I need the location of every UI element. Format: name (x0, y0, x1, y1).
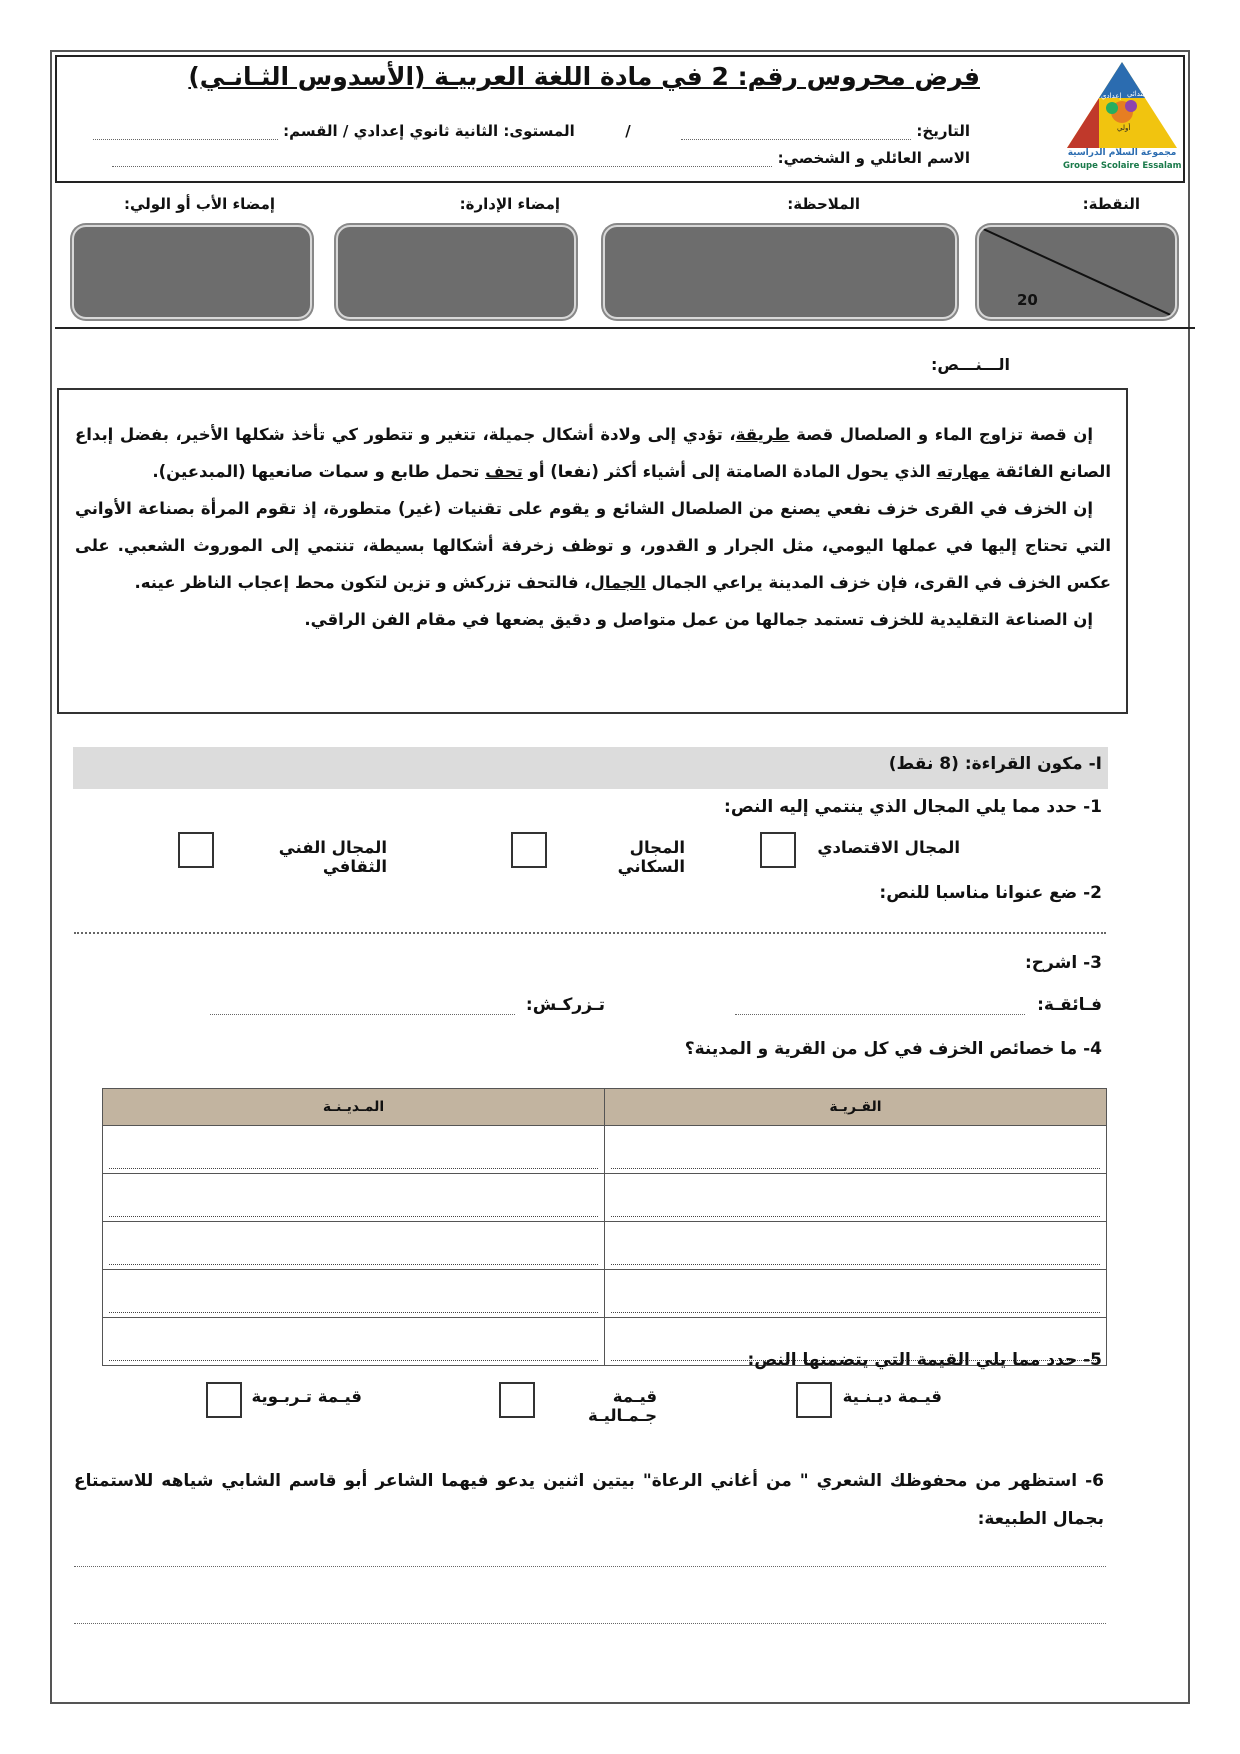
admin-signature-box[interactable] (336, 225, 576, 319)
table-row (103, 1270, 1107, 1318)
table-header-city: المـديـنـة (103, 1089, 605, 1126)
q6-text: استظهر من محفوظك الشعري " من أغاني الرعاة" بيتين اثنين يدعو فيهما الشاعر أبو قاسم الشابي شياهه للاستمتاع بجمال الطبيعة: (74, 1471, 1104, 1529)
text-run: ، فالتحف تزركش و تزين لتكون محط إعجاب الناظر عينه. (134, 573, 591, 592)
q5-number: 5- (1083, 1350, 1102, 1370)
q1-checkbox-cultural[interactable] (178, 832, 214, 868)
text-paragraph-1 (75, 416, 1111, 490)
date-label: التاريخ: (916, 122, 970, 140)
q4 (600, 1039, 1102, 1059)
header-divider (55, 327, 1195, 329)
level-label: المستوى: الثانية ثانوي إعدادي (353, 122, 575, 140)
text-run: تحمل طابع و سمات صانعيها (المبدعين). (152, 462, 486, 481)
village-cell[interactable] (605, 1174, 1107, 1222)
city-cell[interactable] (103, 1174, 605, 1222)
paragraph-container (75, 416, 1111, 638)
table-row (103, 1126, 1107, 1174)
logo-tag-primary: إعدادي (1101, 92, 1122, 100)
text-run: إن الصناعة التقليدية للخزف تستمد جمالها من عمل متواصل و دقيق يضعها في مقام الفن الراقي. (304, 610, 1093, 629)
city-cell[interactable] (103, 1126, 605, 1174)
q2-answer-line[interactable] (74, 932, 1106, 934)
text-run: الذي يحول المادة الصامتة إلى أشياء أكثر (نفعا) أو (522, 462, 937, 481)
q5-option-religious: قيـمة ديـنـية (842, 1387, 942, 1406)
q1 (500, 797, 1102, 817)
q3-text: اشرح: (1025, 953, 1078, 973)
date-field[interactable] (681, 139, 911, 140)
class-field[interactable] (93, 139, 278, 140)
q1-text: حدد مما يلي المجال الذي ينتمي إليه النص: (724, 797, 1078, 817)
logo-tag-preschool: أولي (1117, 124, 1131, 132)
text-paragraph-2 (75, 490, 1111, 601)
slash-separator: / (625, 122, 631, 140)
reading-text (75, 416, 1111, 638)
city-cell[interactable] (103, 1318, 605, 1366)
q5-option-aesthetic: قيـمة جـمـاليـة (587, 1387, 657, 1425)
q4-text: ما خصائص الخزف في كل من القرية و المدينة؟ (684, 1039, 1078, 1059)
header-line-1: التاريخ: / المستوى: الثانية ثانوي إعدادي / القسم: (90, 122, 970, 144)
class-label: القسم: (283, 122, 338, 140)
q3-word2: تـزركـش: (525, 995, 605, 1015)
q1-checkbox-demographic[interactable] (511, 832, 547, 868)
q3-number: 3- (1083, 953, 1102, 973)
q5-checkbox-educational[interactable] (206, 1382, 242, 1418)
text-run: ، تؤدي إلى ولادة أشكال جميلة، تتغير و تتطور كي تأخذ شكلها الأخير، بفضل إبداع الصانع الفائقة (75, 425, 1111, 481)
text-heading: الـــنـــص: (930, 355, 1010, 374)
q3 (900, 953, 1102, 973)
section-title: مكون القراءة: (8 نقط) (888, 754, 1083, 774)
q6-number: 6- (1085, 1471, 1105, 1491)
name-field[interactable] (112, 166, 772, 167)
logo-latin-name: Groupe Scolaire Essalam (1063, 161, 1182, 171)
q3-word1: فـائقـة: (1037, 995, 1102, 1015)
admin-signature-label: إمضاء الإدارة: (459, 195, 560, 213)
q5-option-educational: قيـمة تـربـوية (251, 1387, 362, 1406)
header-line-2 (100, 149, 970, 171)
q6 (74, 1462, 1104, 1538)
village-cell[interactable] (605, 1222, 1107, 1270)
school-logo (1063, 60, 1181, 175)
q1-checkbox-economic[interactable] (760, 832, 796, 868)
q5-text: حدد مما يلي القيمة التي يتضمنها النص: (747, 1350, 1078, 1370)
q1-option-cultural: المجال الفني الثقافي (278, 838, 387, 876)
q6-answer-line-1[interactable] (74, 1566, 1106, 1567)
table-row (103, 1222, 1107, 1270)
table-row (103, 1174, 1107, 1222)
q5 (600, 1350, 1102, 1370)
section-number: I- (1088, 754, 1102, 774)
parent-signature-box[interactable] (72, 225, 312, 319)
underlined-word: تحف (485, 462, 523, 481)
name-label: الاسم العائلي و الشخصي: (777, 149, 970, 167)
village-city-table (102, 1088, 1107, 1366)
grade-max: 20 (1017, 291, 1038, 309)
village-cell[interactable] (605, 1270, 1107, 1318)
table-header-village: القـريـة (605, 1089, 1107, 1126)
remark-box[interactable] (603, 225, 957, 319)
q5-checkbox-aesthetic[interactable] (499, 1382, 535, 1418)
grade-label: النقطة: (1082, 195, 1140, 213)
section-reading-title (600, 754, 1102, 774)
remark-label: الملاحظة: (787, 195, 860, 213)
text-run: إن قصة تزاوج الماء و الصلصال قصة (789, 425, 1093, 444)
logo-tag-elementary: ابتدائي (1127, 90, 1147, 98)
grade-diagonal-line (979, 227, 1175, 317)
village-cell[interactable] (605, 1126, 1107, 1174)
underlined-word: مهارته (936, 462, 990, 481)
q2-number: 2- (1083, 883, 1102, 903)
q2 (600, 883, 1102, 903)
q5-checkbox-religious[interactable] (796, 1382, 832, 1418)
q2-text: ضع عنوانا مناسبا للنص: (879, 883, 1078, 903)
city-cell[interactable] (103, 1270, 605, 1318)
q3-word2-answer[interactable] (210, 1014, 515, 1015)
exam-title: فرض محروس رقم: 2 في مادة اللغة العربيـة (الأسدوس الثـانـي) (188, 62, 980, 91)
q1-number: 1- (1083, 797, 1102, 817)
grade-box[interactable] (977, 225, 1177, 319)
q1-option-economic: المجال الاقتصادي (817, 838, 960, 857)
underlined-word: طريقة (735, 425, 790, 444)
q4-number: 4- (1083, 1039, 1102, 1059)
text-paragraph-3 (75, 601, 1111, 638)
city-cell[interactable] (103, 1222, 605, 1270)
reading-text-box (57, 388, 1128, 714)
q6-answer-line-2[interactable] (74, 1623, 1106, 1624)
logo-arabic-name: مجموعة السلام الدراسية (1067, 148, 1177, 158)
parent-signature-label: إمضاء الأب أو الولي: (123, 195, 275, 213)
text-run: إن الخزف في القرى خزف نفعي يصنع من الصلصال الشائع و يقوم على تقنيات (غير) متطورة، إذ تقوم المرأة بصناعة الأواني التي تحتاج إليها في عملها اليومي، مثل الجرار و القدور، و توظف زخرفة أشكالها بسيطة، تنتمي إلى الموروث الشعبي. على عكس الخزف في القرى، فإن خزف المدينة يراعي الجمال (75, 499, 1111, 592)
underlined-word: الجمال (590, 573, 646, 592)
q1-option-demographic: المجال السكاني (617, 838, 685, 876)
q3-word1-answer[interactable] (735, 1014, 1025, 1015)
